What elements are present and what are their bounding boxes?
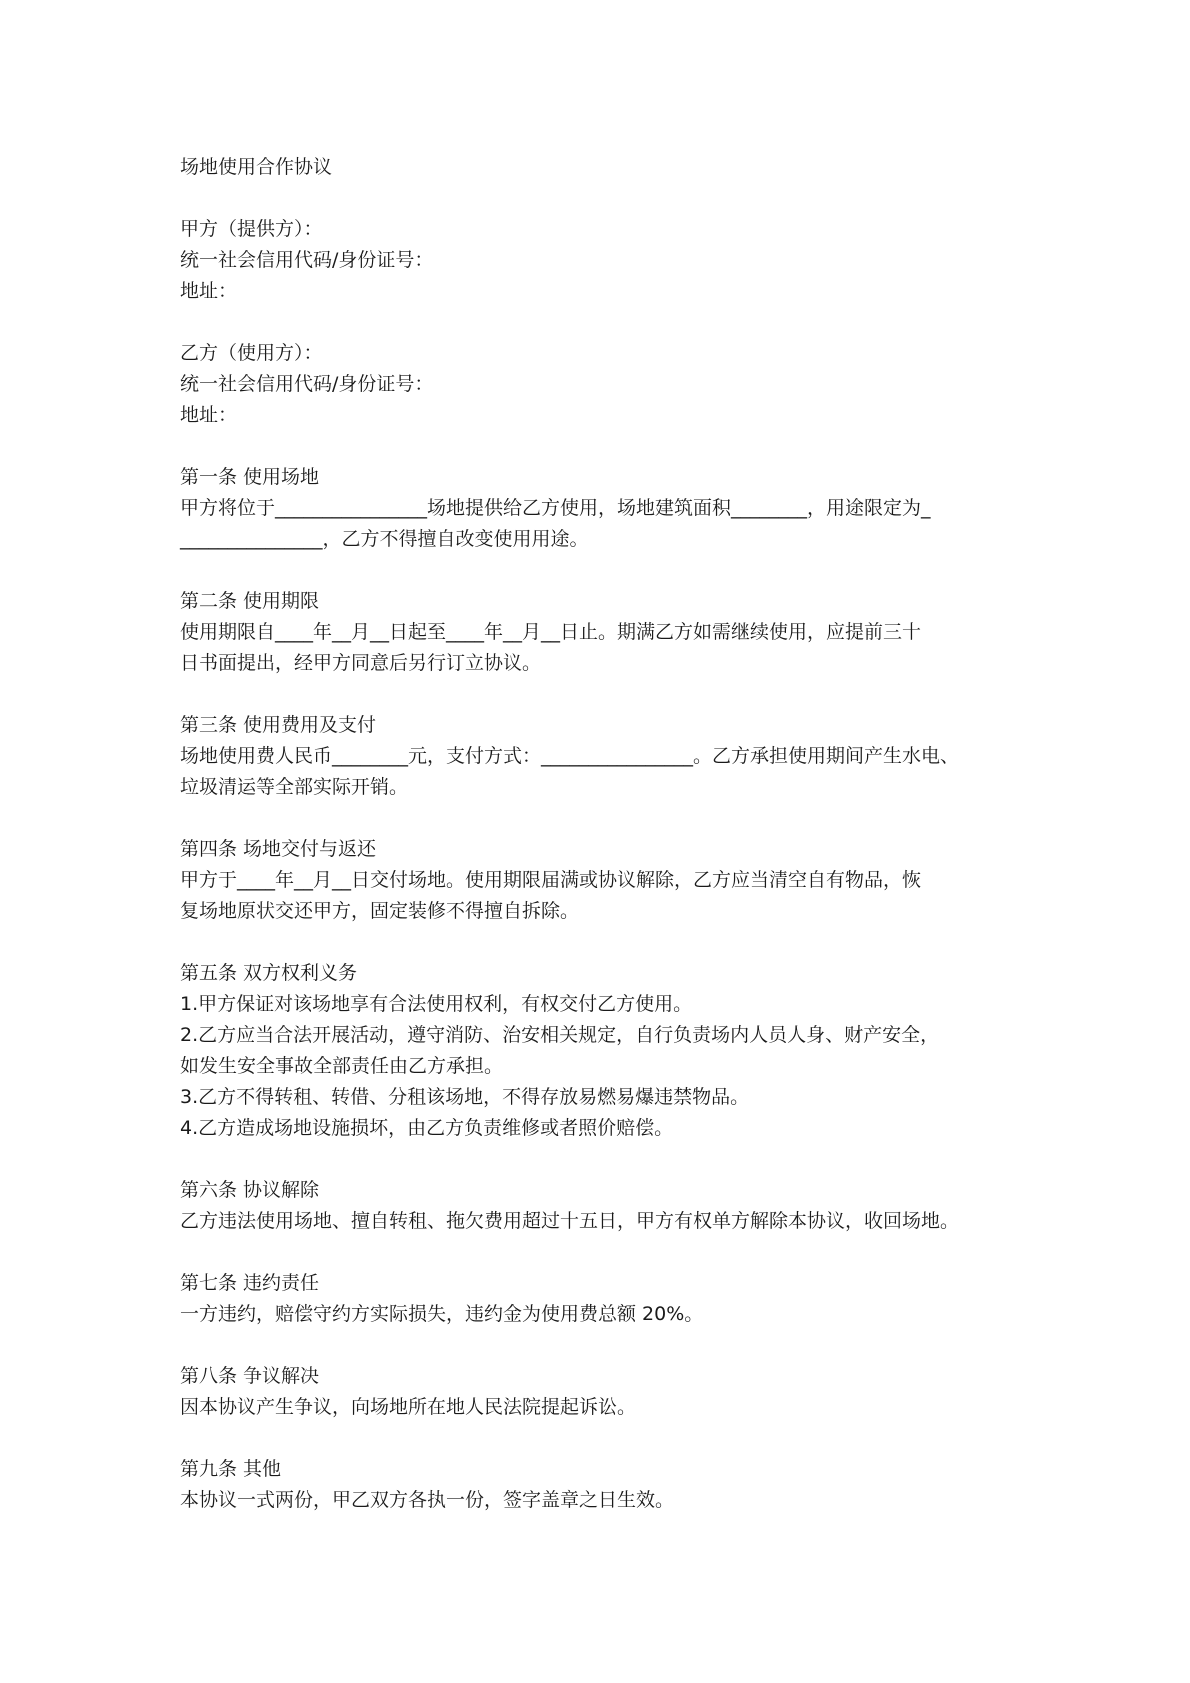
article-4-heading: 第四条 场地交付与返还 [180, 838, 377, 860]
spacer [180, 1330, 1040, 1361]
article-1-line-2: _______________，乙方不得擅自改变使用用途。 [180, 528, 589, 550]
article-7-line-1: 一方违约，赔偿守约方实际损失，违约金为使用费总额 20%。 [180, 1303, 704, 1325]
article-2-line-2: 日书面提出，经甲方同意后另行订立协议。 [180, 652, 542, 674]
spacer [180, 431, 1040, 462]
party-a-label: 甲方（提供方）： [180, 218, 323, 240]
article-9-line-1: 本协议一式两份，甲乙双方各执一份，签字盖章之日生效。 [180, 1489, 675, 1511]
spacer [180, 183, 1040, 214]
article-4-line-2: 复场地原状交还甲方，固定装修不得擅自拆除。 [180, 900, 580, 922]
document-title: 场地使用合作协议 [180, 156, 333, 178]
article-1-line-1: 甲方将位于________________场地提供给乙方使用，场地建筑面积________，用途限定为_ [180, 497, 931, 519]
article-5-line-3: 如发生安全事故全部责任由乙方承担。 [180, 1055, 504, 1077]
spacer [180, 1237, 1040, 1268]
article-5-line-2: 2.乙方应当合法开展活动，遵守消防、治安相关规定，自行负责场内人员人身、财产安全， [180, 1024, 940, 1046]
party-b-address: 地址： [180, 404, 238, 426]
article-3-line-2: 垃圾清运等全部实际开销。 [180, 776, 409, 798]
party-a-address: 地址： [180, 280, 238, 302]
article-5-line-1: 1.甲方保证对该场地享有合法使用权利，有权交付乙方使用。 [180, 993, 693, 1015]
article-5-line-4: 3.乙方不得转租、转借、分租该场地，不得存放易燃易爆违禁物品。 [180, 1086, 750, 1108]
article-7-heading: 第七条 违约责任 [180, 1272, 320, 1294]
party-b-credit-code: 统一社会信用代码/身份证号： [180, 373, 434, 395]
spacer [180, 803, 1040, 834]
article-1-heading: 第一条 使用场地 [180, 466, 320, 488]
article-5-line-5: 4.乙方造成场地设施损坏，由乙方负责维修或者照价赔偿。 [180, 1117, 674, 1139]
spacer [180, 555, 1040, 586]
article-5-heading: 第五条 双方权利义务 [180, 962, 358, 984]
article-4-line-1: 甲方于____年__月__日交付场地。使用期限届满或协议解除，乙方应当清空自有物品，恢 [180, 869, 922, 891]
article-8-heading: 第八条 争议解决 [180, 1365, 320, 1387]
article-3-line-1: 场地使用费人民币________元，支付方式：________________。乙方承担使用期间产生水电、 [180, 745, 960, 767]
article-9-heading: 第九条 其他 [180, 1458, 282, 1480]
spacer [180, 679, 1040, 710]
article-2-heading: 第二条 使用期限 [180, 590, 320, 612]
party-a-credit-code: 统一社会信用代码/身份证号： [180, 249, 434, 271]
spacer [180, 307, 1040, 338]
party-b-label: 乙方（使用方）： [180, 342, 323, 364]
article-3-heading: 第三条 使用费用及支付 [180, 714, 377, 736]
article-6-line-1: 乙方违法使用场地、擅自转租、拖欠费用超过十五日，甲方有权单方解除本协议，收回场地。 [180, 1210, 960, 1232]
spacer [180, 1423, 1040, 1454]
spacer [180, 1144, 1040, 1175]
document-page [180, 152, 1040, 1516]
article-2-line-1: 使用期限自____年__月__日起至____年__月__日止。期满乙方如需继续使用，应提前三十 [180, 621, 922, 643]
article-8-line-1: 因本协议产生争议，向场地所在地人民法院提起诉讼。 [180, 1396, 637, 1418]
article-6-heading: 第六条 协议解除 [180, 1179, 320, 1201]
spacer [180, 927, 1040, 958]
